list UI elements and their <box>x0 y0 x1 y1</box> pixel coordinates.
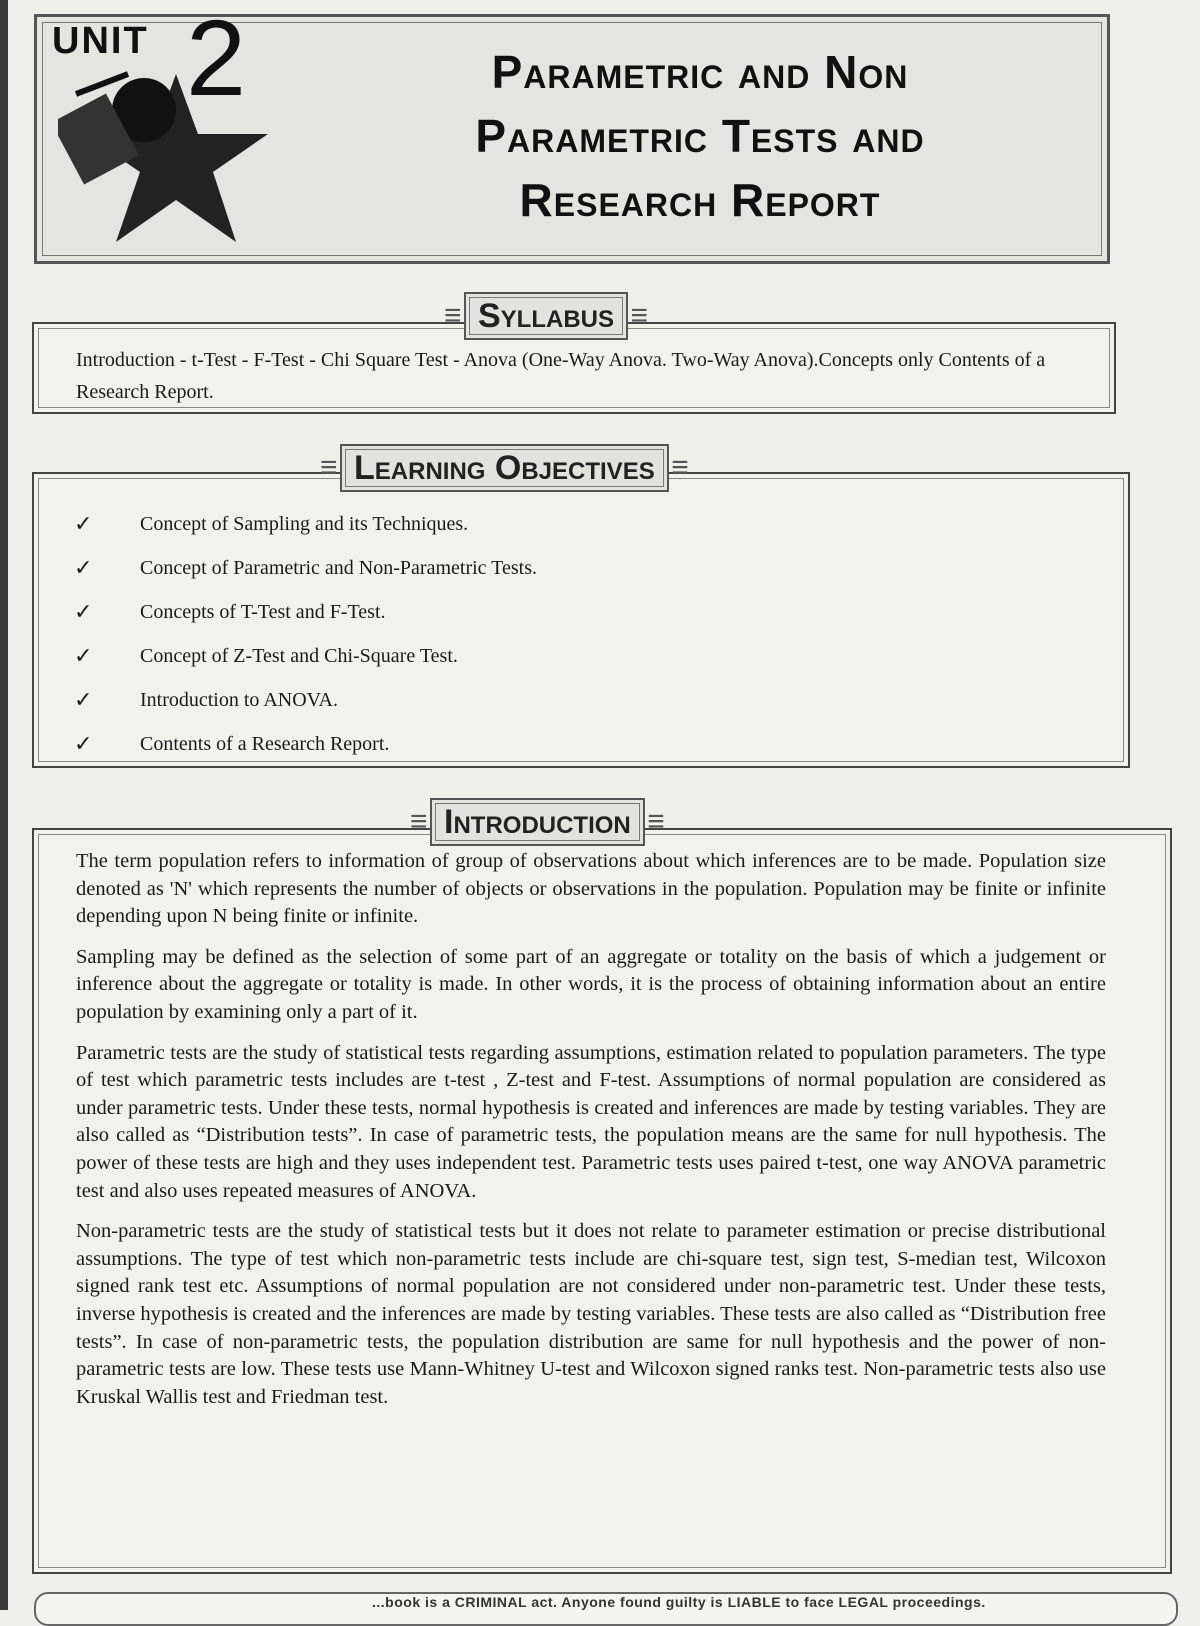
intro-paragraph-population: The term population refers to information of group of observations about which inferences are to be made. Population size denoted as 'N' which represents the number of objects or observations in the population. Population may be finite or infinite depending upon N being finite or infinite. <box>76 850 1106 928</box>
objective-text: Concept of Sampling and its Techniques. <box>140 512 469 535</box>
objective-text: Contents of a Research Report. <box>140 732 390 755</box>
objective-text: Concept of Parametric and Non-Parametric Tests. <box>140 556 537 579</box>
syllabus-heading: ≡ Syllabus ≡ <box>464 292 628 340</box>
check-icon: ✓ <box>74 599 93 625</box>
list-item <box>74 590 974 634</box>
introduction-heading: ≡ Introduction ≡ <box>430 798 645 846</box>
objectives-list <box>74 502 974 766</box>
objective-text: Concept of Z-Test and Chi-Square Test. <box>140 644 458 667</box>
check-icon: ✓ <box>74 643 93 669</box>
list-item <box>74 634 974 678</box>
title-line-2: Parametric Tests and <box>475 110 925 162</box>
copyright-text: ...book is a CRIMINAL act. Anyone found guilty is LIABLE to face LEGAL proceedings. <box>372 1594 986 1610</box>
check-icon: ✓ <box>74 555 93 581</box>
check-icon: ✓ <box>74 511 93 537</box>
syllabus-text: Introduction - t-Test - F-Test - Chi Square Test - Anova (One-Way Anova. Two-Way Anova).Concepts only Contents of a Research Report. <box>76 349 1046 403</box>
list-item <box>74 546 974 590</box>
page-binding-edge <box>0 0 8 1610</box>
objective-text: Introduction to ANOVA. <box>140 688 338 711</box>
unit-label: UNIT <box>52 20 149 62</box>
objective-text: Concepts of T-Test and F-Test. <box>140 600 386 623</box>
objectives-heading: ≡ Learning Objectives ≡ <box>340 444 669 492</box>
title-line-3: Research Report <box>519 174 881 226</box>
unit-number: 2 <box>186 0 247 118</box>
unit-title <box>330 40 1070 232</box>
list-item <box>74 722 974 766</box>
list-item <box>74 678 974 722</box>
check-icon: ✓ <box>74 687 93 713</box>
list-item <box>74 502 974 546</box>
intro-paragraph-sampling: Sampling may be defined as the selection of some part of an aggregate or totality on the basis of which a judgement or inference about the aggregate or totality is made. In other words, it is the process of obtaining information about an entire population by examining only a part of it. <box>76 945 1106 1023</box>
intro-paragraph-non-parametric: Non-parametric tests are the study of statistical tests but it does not relate to parameter estimation or precise distributional assumptions. The type of test which non-parametric tests include are chi-square test, sign test, S-median test, Wilcoxon signed rank test etc. Assumptions of normal population are not considered under non-parametric test. Under these tests, inverse hypothesis is created and the inferences are made by testing variables. These tests are also called as “Distribution free tests”. In case of non-parametric tests, the population distribution are same for null hypothesis and the power of non-parametric tests are low. These tests use Mann-Whitney U-test and Wilcoxon signed ranks test. Non-parametric tests also use Kruskal Wallis test and Friedman test. <box>76 1220 1106 1408</box>
check-icon: ✓ <box>74 731 93 757</box>
intro-paragraph-parametric: Parametric tests are the study of statistical tests regarding assumptions, estimation related to population parameters. The type of test which parametric tests includes are t-test , Z-test and F-test. Assumptions of normal population are considered as under parametric tests. Under these tests, normal hypothesis is created and inferences are made by testing variables. They are also called as “Distribution tests”. In case of parametric tests, the population means are the same for null hypothesis. The power of these tests are high and they uses independent test. Parametric tests uses paired t-test, one way ANOVA parametric test and also uses repeated measures of ANOVA. <box>76 1041 1106 1202</box>
introduction-body <box>76 848 1106 1424</box>
unit-star-icon <box>58 64 288 254</box>
title-line-1: Parametric and Non <box>491 46 909 98</box>
